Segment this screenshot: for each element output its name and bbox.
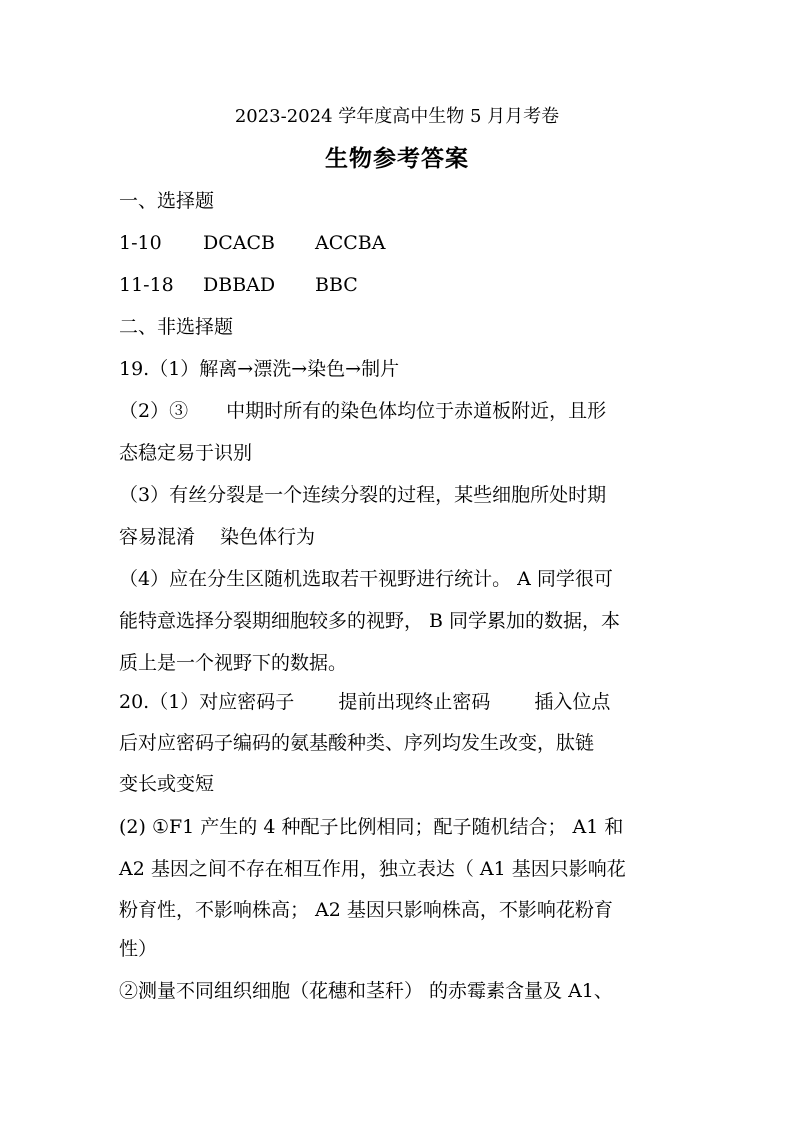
answer-line: 20.（1）对应密码子 提前出现终止密码 插入位点: [119, 691, 611, 713]
page-title: 生物参考答案: [325, 145, 469, 172]
section-heading-nonchoice: 二、非选择题: [119, 316, 234, 338]
answer-line: 质上是一个视野下的数据。: [119, 652, 348, 674]
answer-line: 变长或变短: [119, 773, 215, 795]
answer-group: ACCBA: [315, 232, 386, 254]
answer-group: DBBAD: [203, 274, 276, 296]
answer-line: 容易混淆 染色体行为: [119, 526, 316, 548]
answer-group: DCACB: [203, 232, 275, 254]
choice-answer-row: [119, 273, 684, 297]
answer-line: 态稳定易于识别: [119, 442, 253, 464]
answer-line: (2) ①F1 产生的 4 种配子比例相同；配子随机结合； A1 和: [119, 816, 624, 838]
question-range: 1-10: [119, 232, 162, 254]
answer-line: （2）③ 中期时所有的染色体均位于赤道板附近，且形: [119, 400, 607, 422]
answer-line: A2 基因之间不存在相互作用，独立表达（ A1 基因只影响花: [119, 858, 626, 880]
answer-line: （4）应在分生区随机选取若干视野进行统计。 A 同学很可: [119, 568, 613, 590]
answer-line: 粉育性，不影响株高； A2 基因只影响株高，不影响花粉育: [119, 899, 613, 921]
question-range: 11-18: [119, 274, 174, 296]
answer-line: 能特意选择分裂期细胞较多的视野， B 同学累加的数据，本: [119, 610, 621, 632]
choice-answer-row: [119, 231, 684, 255]
exam-subtitle: 2023-2024 学年度高中生物 5 月月考卷: [234, 106, 560, 127]
section-heading-choice: 一、选择题: [119, 190, 215, 212]
answer-group: BBC: [315, 274, 358, 296]
answer-line: ②测量不同组织细胞（花穗和茎秆） 的赤霉素含量及 A1、: [119, 980, 613, 1002]
answer-line: 后对应密码子编码的氨基酸种类、序列均发生改变，肽链: [119, 732, 595, 754]
answer-line: （3）有丝分裂是一个连续分裂的过程，某些细胞所处时期: [119, 484, 607, 506]
answer-line: 19.（1）解离→漂洗→染色→制片: [119, 358, 400, 380]
answer-line: 性）: [119, 938, 158, 960]
